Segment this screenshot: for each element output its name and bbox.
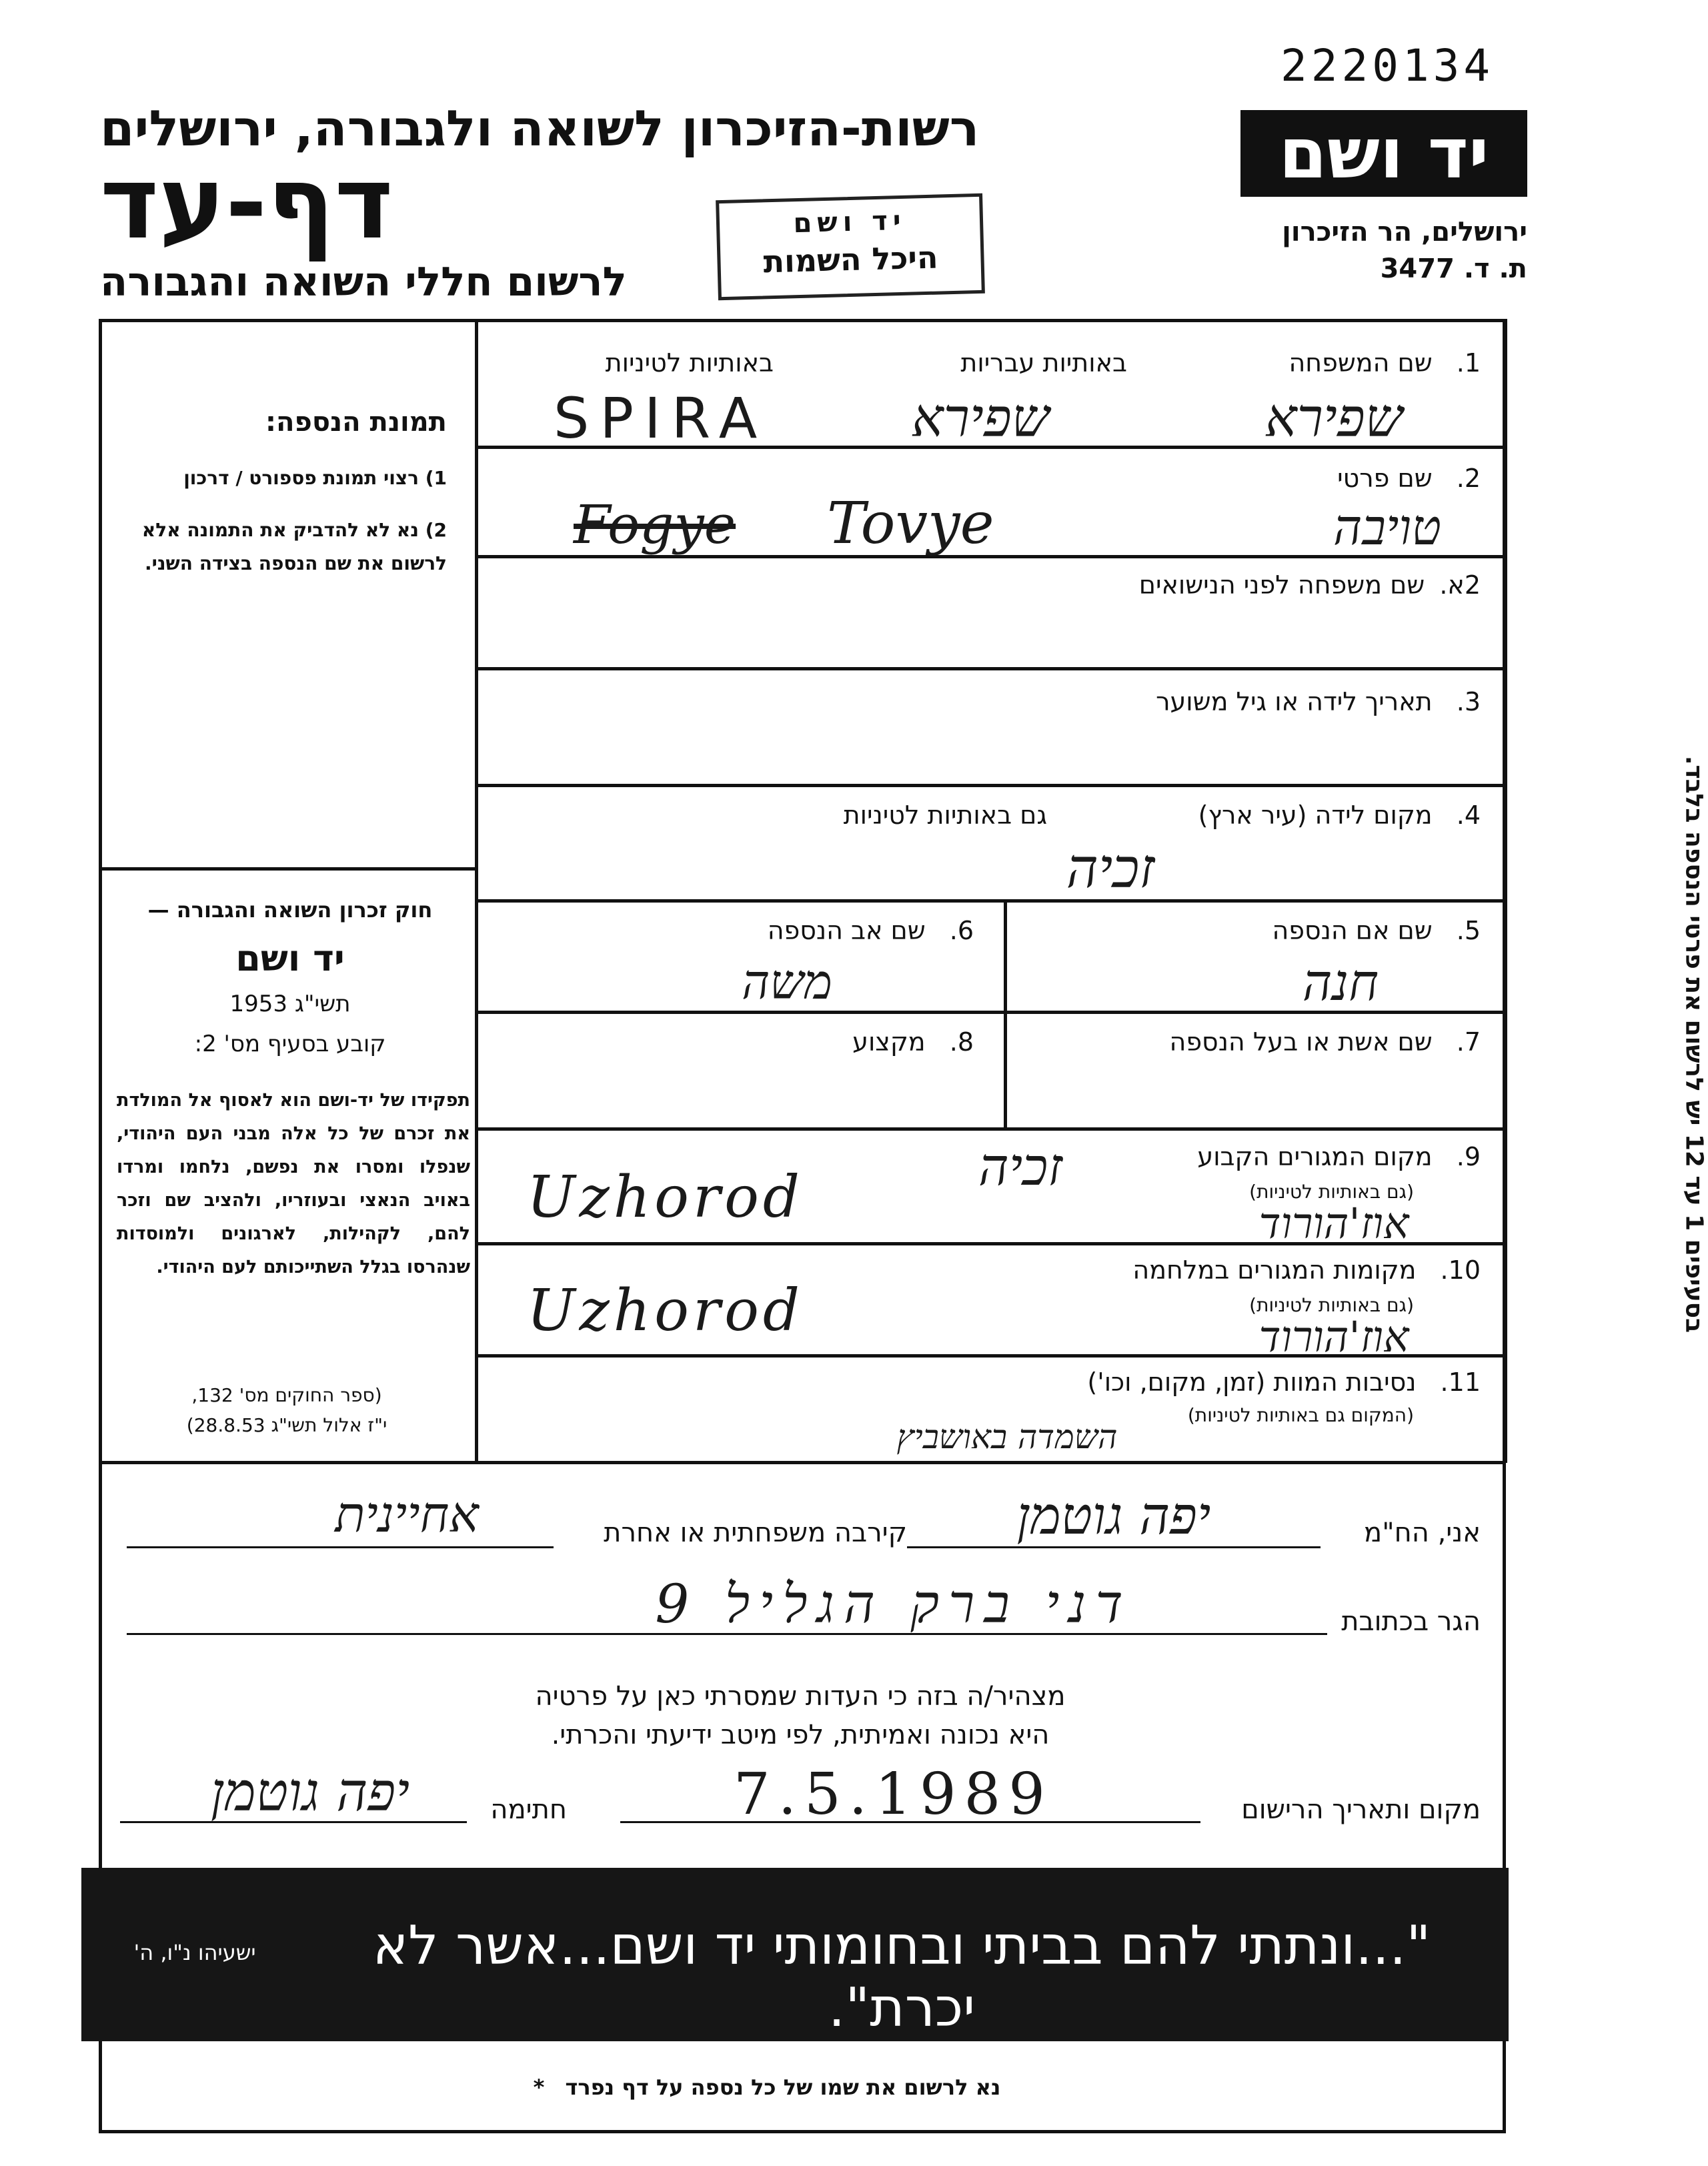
footer-note (400, 2075, 1134, 2100)
photo-box-title: תמונת הנספה: (265, 407, 447, 438)
field-11-num: 11. (1440, 1368, 1481, 1397)
authority-name: רשות-הזיכרון לשואה ולגבורה, ירושלים (100, 100, 980, 157)
field-2a-label (1000, 570, 1481, 600)
field-2-latin-value[interactable]: Tovye (827, 490, 994, 557)
document-number: 2220134 (1280, 40, 1495, 91)
place-date-label: מקום ותאריך הרישום (1241, 1794, 1481, 1825)
field-11-sub: (המקום גם באותיות לטיניות) (1187, 1404, 1414, 1426)
field-1-hebrew-value-2[interactable]: שפירא (1264, 387, 1403, 449)
field-5-num: 5. (1456, 916, 1481, 945)
field-1-text: שם המשפחה (1289, 348, 1433, 378)
law-ref-2: י"ז אלול תשי"ג 28.8.53) (186, 1414, 387, 1436)
field-6-text: שם אב הנספה (767, 916, 926, 945)
law-line-2: יד ושם (235, 937, 345, 979)
field-9-hebrew-value-2[interactable]: אוז'הורוד (1258, 1199, 1409, 1249)
column-divider (475, 319, 478, 1463)
field-4-value[interactable]: זכיה (1066, 837, 1155, 901)
field-9-hebrew-value[interactable]: זכיה (978, 1137, 1063, 1197)
quote-banner (81, 1868, 1509, 2041)
field-10-label (1000, 1255, 1481, 1285)
field-9-text: מקום המגורים הקבוע (1197, 1142, 1433, 1171)
field-10-text: מקומות המגורים במלחמה (1132, 1255, 1417, 1285)
field-2a-text: שם משפחה לפני הנישואים (1138, 570, 1425, 600)
field-4-num: 4. (1456, 800, 1481, 830)
stamp-line-2: היכל השמות (762, 239, 939, 280)
field-9-sub: (גם באותיות לטיניות) (1249, 1181, 1414, 1203)
field-7-num: 7. (1456, 1027, 1481, 1057)
field-10-sub: (גם באותיות לטיניות) (1249, 1294, 1414, 1316)
field-4-latin-label: גם באותיות לטיניות (843, 800, 1047, 830)
law-line-4: קובע בסעיף מס' 2: (194, 1031, 386, 1057)
field-8-text: מקצוע (852, 1027, 926, 1057)
signature-label: חתימה (490, 1794, 567, 1825)
law-line-3: תשי"ג 1953 (229, 991, 351, 1017)
field-3-label (1000, 687, 1481, 716)
field-2a-num: 2א. (1439, 570, 1481, 600)
field-1-num: 1. (1456, 348, 1481, 378)
field-11-label (934, 1368, 1481, 1397)
field-7-label (1027, 1027, 1481, 1057)
field-1-hebrew-label: באותיות עבריות (960, 348, 1127, 378)
photo-note-1-text: רצוי תמונת פספורט / דרכון (183, 467, 419, 489)
declaration-text-1: מצהיר/ה בזה כי העדות שמסרתי כאן על פרטיה (535, 1681, 1066, 1712)
side-note: בסעיפים 1 עד 12 יש לרשום את פרטי הנספה בלבד. (1680, 755, 1708, 1333)
photo-note-2-num: 2) (425, 519, 447, 541)
address-value[interactable]: דני ברק הגליל 9 (655, 1573, 1132, 1635)
declarant-name[interactable]: יפה גוטמן (1016, 1486, 1211, 1546)
field-6-num: 6. (949, 916, 974, 945)
footer-note-text: נא לרשום את שמו של כל נספה על דף נפרד (565, 2075, 1001, 2100)
field-5-label (1080, 916, 1481, 945)
yad-vashem-logo: יד ושם (1240, 110, 1527, 197)
footer-asterisk: * (533, 2075, 545, 2100)
relation-value[interactable]: אחיינית (335, 1486, 479, 1544)
field-8-num: 8. (949, 1027, 974, 1057)
field-10-latin-value[interactable]: Uzhorod (527, 1277, 804, 1344)
field-8-label (667, 1027, 974, 1057)
field-5-text: שם אם הנספה (1272, 916, 1433, 945)
field-1-latin-value[interactable]: SPIRA (554, 386, 768, 451)
field-2-label (1134, 464, 1481, 493)
stamp-line-1: יד ושם (792, 205, 907, 239)
field-3-num: 3. (1456, 687, 1481, 716)
field-10-num: 10. (1440, 1255, 1481, 1285)
field-7-text: שם אשת או בעל הנספה (1169, 1027, 1433, 1057)
photo-note-2 (113, 514, 447, 580)
address-label: הגר בכתובת (1341, 1606, 1481, 1637)
photo-note-1-num: 1) (425, 467, 447, 489)
address-line-2: ת. ד. 3477 (1380, 253, 1527, 284)
field-2-text: שם פרטי (1337, 464, 1433, 493)
photo-note-2-text: נא לא להדביק את התמונה אלא לרשום את שם הנספה בצידה השני. (141, 519, 447, 574)
form-subtitle: לרשום חללי השואה והגבורה (100, 259, 627, 306)
declaration-text-2: היא נכונה ואמיתית, לפי מיטב ידיעתי והכרתי. (551, 1720, 1050, 1750)
address-line-1: ירושלים, הר הזיכרון (1282, 217, 1527, 247)
place-date-value[interactable]: 7.5.1989 (734, 1761, 1053, 1828)
law-line-1: חוק זכרון השואה והגבורה — (147, 897, 433, 923)
signature[interactable]: יפה גוטמן (210, 1761, 410, 1823)
field-1-hebrew-value-1[interactable]: שפירא (911, 387, 1050, 449)
banner-quote: "...ונתתי להם בביתי ובחומותי יד ושם...אשר לא יכרת". (372, 1915, 1431, 2039)
photo-note-1 (113, 467, 447, 489)
declarant-label: אני, הח"מ (1364, 1518, 1481, 1548)
field-11-text: נסיבות המוות (זמן, מקום, וכו') (1087, 1368, 1417, 1397)
field-9-num: 9. (1456, 1142, 1481, 1171)
field-1-label (1134, 348, 1481, 378)
field-5-value[interactable]: חנה (1302, 953, 1379, 1012)
field-1-latin-label: באותיות לטיניות (605, 348, 774, 378)
form-title: דף-עד (100, 145, 393, 261)
relation-label: קירבה משפחתית או אחרת (604, 1518, 907, 1548)
field-10-hebrew-value[interactable]: אוז'הורוד (1258, 1313, 1409, 1362)
field-3-text: תאריך לידה או גיל משוער (1156, 687, 1433, 716)
field-9-latin-value[interactable]: Uzhorod (527, 1164, 804, 1231)
archive-stamp (716, 193, 985, 300)
field-11-value[interactable]: השמדה באושביץ (896, 1418, 1118, 1456)
field-6-value[interactable]: משה (742, 954, 832, 1010)
banner-source: ישעיהו נ"ו, ה' (133, 1940, 256, 1965)
law-body: תפקידו של יד-ושם הוא לאסוף אל המולדת את זכרם של כל אלה מבני העם היהודי, שנפלו ומסרו את נפשם, נלחמו ומרדו באויב הנאצי ובעוזריו, ולהציב שם וזכר להם, לקהילות, לארגונים ולמוסדות שנהרסו בגלל השתייכותם לעם היהודי. (117, 1090, 470, 1277)
field-2-hebrew-value[interactable]: טויבה (1333, 499, 1442, 556)
law-ref-1: (ספר החוקים מס' 132, (191, 1384, 382, 1406)
field-4-label (1000, 800, 1481, 830)
field-2-latin-struck[interactable]: Fogye (574, 494, 736, 556)
field-6-label (667, 916, 974, 945)
field-4-text: מקום לידה (עיר ארץ) (1198, 800, 1433, 830)
field-2-num: 2. (1456, 464, 1481, 493)
